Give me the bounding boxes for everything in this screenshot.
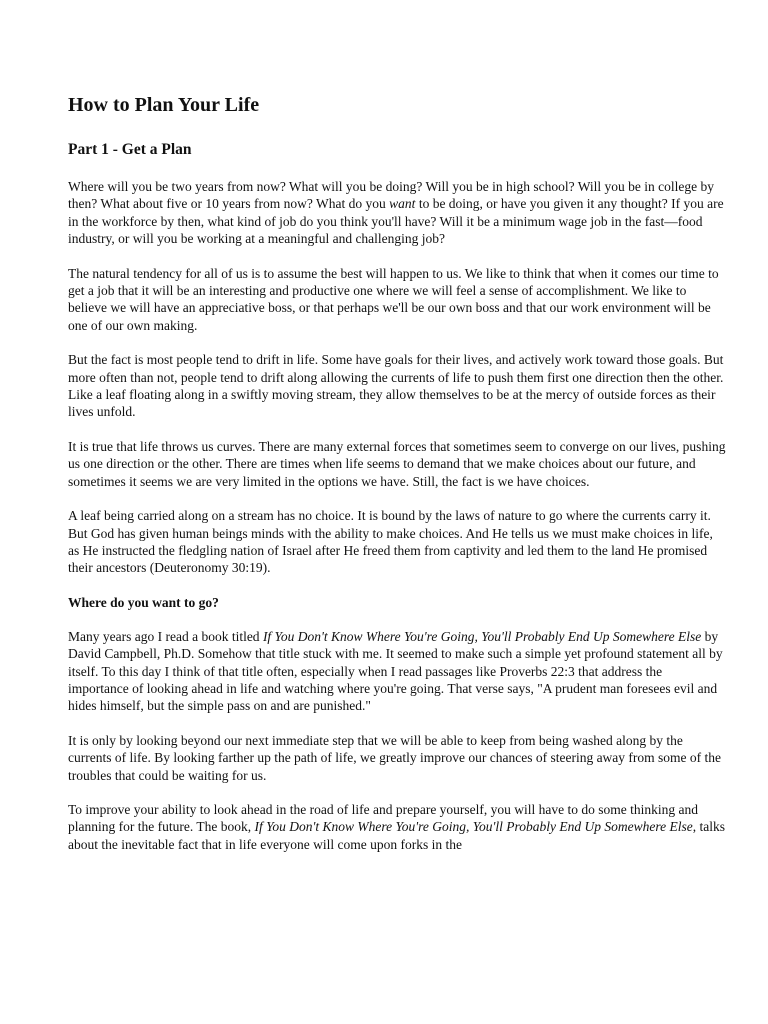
paragraph-6-text-b: by David Campbell, Ph.D. Somehow that title stuck with me. It seemed to make such a simple yet profound statement all by itself. To this day I think of that title often, especially when I read passages like Proverbs 22:3 that address the importance of looking ahead in life and watching where you're going. That verse says, "A prudent man foresees evil and hides himself, but the simple pass on and are punished."	[68, 628, 723, 714]
book-title-citation-2: If You Don't Know Where You're Going, You'll Probably End Up Somewhere Else	[254, 819, 693, 835]
paragraph-8-text-b: , talks about the inevitable fact that in life everyone will come upon forks in the	[68, 819, 726, 852]
paragraph-5: A leaf being carried along on a stream has no choice. It is bound by the laws of nature to go where the currents carry it. But God has given human beings minds with the ability to make choices. And He tells us we must make choices in life, as He instructed the fledgling nation of Israel after He freed them from captivity and led them to the land He promised their ancestors (Deuteronomy 30:19).	[68, 508, 713, 576]
paragraph-6	[68, 628, 726, 715]
paragraph-1-text-b: to be doing, or have you given it any thought? If you are in the workforce by then, what kind of job do you think you'll have? Will it be a minimum wage job in the fast—food industry, or will you be working at a meaningful and challenging job?	[68, 196, 724, 247]
paragraph-1-text-a: Where will you be two years from now? What will you be doing? Will you be in high school? Will you be in college by then? What about five or 10 years from now? What do you	[68, 179, 715, 212]
paragraph-1	[68, 178, 726, 248]
paragraph-1-emphasis: want	[389, 196, 416, 212]
paragraph-4: It is true that life throws us curves. There are many external forces that sometimes seem to converge on our lives, pushing us one direction or the other. There are times when life seems to demand that we make choices about our future, and sometimes it seems we are very limited in the options we have. Still, the fact is we have choices.	[68, 438, 726, 489]
section-subheading: Where do you want to go?	[68, 594, 219, 610]
book-title-citation: If You Don't Know Where You're Going, You'll Probably End Up Somewhere Else	[262, 628, 702, 644]
document-page	[68, 92, 726, 870]
paragraph-3: But the fact is most people tend to drift in life. Some have goals for their lives, and actively work toward those goals. But more often than not, people tend to drift along allowing the currents of life to push them first one direction then the other. Like a leaf floating along in a swiftly moving stream, they allow themselves to be at the mercy of outside forces as their lives unfold.	[68, 352, 724, 420]
document-title: How to Plan Your Life	[68, 94, 260, 116]
paragraph-6-text-a: Many years ago I read a book titled	[68, 628, 263, 644]
paragraph-7: It is only by looking beyond our next immediate step that we will be able to keep from being washed along by the currents of life. By looking farther up the path of life, we greatly improve our chances of steering away from some of the troubles that could be waiting for us.	[68, 732, 722, 783]
paragraph-8	[68, 801, 726, 853]
part-heading: Part 1 - Get a Plan	[68, 141, 192, 158]
paragraph-8-text-a: To improve your ability to look ahead in the road of life and prepare yourself, you will have to do some thinking and planning for the future. The book,	[68, 801, 699, 835]
paragraph-2: The natural tendency for all of us is to assume the best will happen to us. We like to think that when it comes our time to get a job that it will be an interesting and productive one where we will feel a sense of accomplishment. We like to believe we will have an appreciative boss, or that perhaps we'll be our own boss and that our work environment will be one of our own making.	[68, 265, 719, 333]
